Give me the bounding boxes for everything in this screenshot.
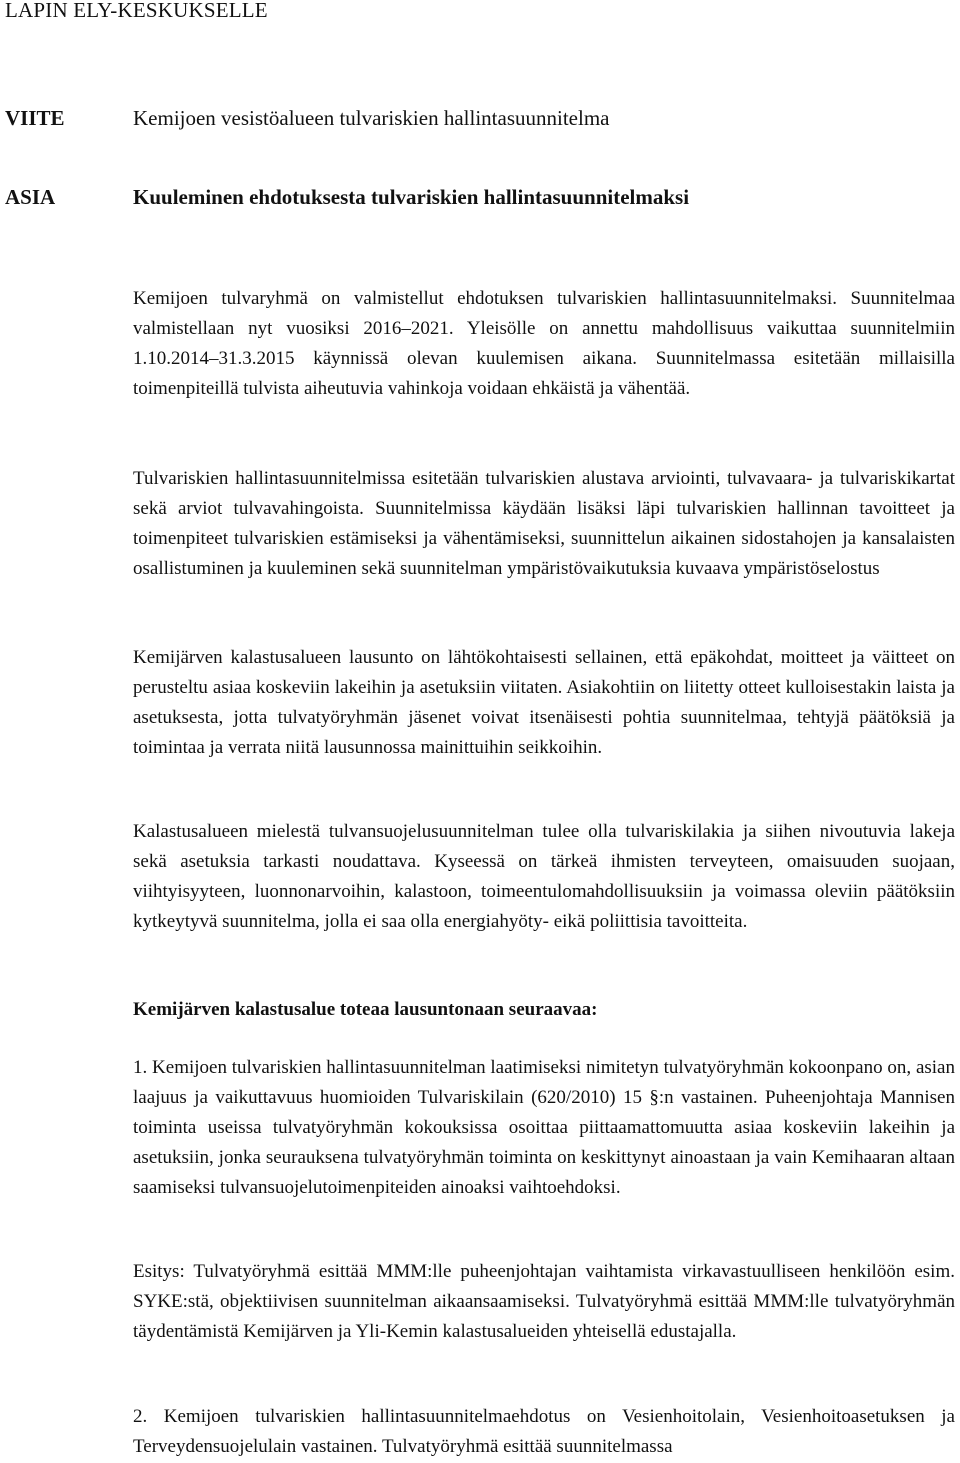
- paragraph-text: Tulvariskien hallintasuunnitelmissa esitetään tulvariskien alustava arviointi, tulvavaara- ja tulvariskikartat sekä arviot tulvavahingoista. Suunnitelmissa käydään lisäksi läpi tulvariskien hallinnan tavoitteet ja toimenpiteet tulvariskien estämiseksi ja vähentämiseksi, suunnittelun aikainen sidostahojen ja kansalaisten osallistuminen ja kuuleminen sekä suunnitelman ympäristövaikutuksia kuvaava ympäristöselostus: [133, 468, 955, 580]
- paragraph-intro: [133, 284, 955, 404]
- paragraph-text: Esitys: Tulvatyöryhmä esittää MMM:lle puheenjohtajan vaihtamista virkavastuulliseen henkilöön esim. SYKE:stä, objektiivisen suunnitelman aikaansaamiseksi. Tulvatyöryhmä esittää MMM:lle tulvatyöryhmän täydentämistä Kemijärven ja Yli-Kemin kalastusalueiden yhteisellä edustajalla.: [133, 1261, 955, 1343]
- statement-heading: Kemijärven kalastusalue toteaa lausuntonaan seuraavaa:: [133, 999, 598, 1020]
- reference-row: [5, 102, 955, 134]
- recipient-heading: LAPIN ELY-KESKUKSELLE: [5, 0, 268, 22]
- subject-label: ASIA: [5, 185, 56, 209]
- paragraph-text: 2. Kemijoen tulvariskien hallintasuunnitelmaehdotus on Vesienhoitolain, Vesienhoitoasetuksen ja Terveydensuojelulain vastainen. Tulvatyöryhmä esittää suunnitelmassa: [133, 1406, 955, 1458]
- paragraph-statement-basis: [133, 643, 955, 763]
- subject-row: [5, 181, 955, 213]
- point-1: [133, 1053, 955, 1203]
- point-2: [133, 1402, 955, 1462]
- proposal-1: [133, 1257, 955, 1347]
- reference-value: Kemijoen vesistöalueen tulvariskien hallintasuunnitelma: [133, 106, 610, 130]
- paragraph-text: Kemijärven kalastusalueen lausunto on lähtökohtaisesti sellainen, että epäkohdat, moitteet ja väitteet on perusteltu asiaa koskeviin lakeihin ja asetuksiin viitaten. Asiakohtiin on liitetty otteet kulloisestakin laista ja asetuksesta, jotta tulvatyöryhmän jäsenet voivat itsenäisesti pohtia suunnitelmaa, tehtyjä päätöksiä ja toimintaa ja verrata niitä lausunnossa mainittuihin seikkoihin.: [133, 647, 955, 759]
- paragraph-text: 1. Kemijoen tulvariskien hallintasuunnitelman laatimiseksi nimitetyn tulvatyöryhmän kokoonpano on, asian laajuus ja vaikuttavuus huomioiden Tulvariskilain (620/2010) 15 §:n vastainen. Puheenjohtaja Mannisen toiminta useissa tulvatyöryhmän kokouksissa osoittaa piittaamattomuutta asiaa koskeviin lakeihin ja asetuksiin, jonka seurauksena tulvatyöryhmän toiminta on keskittynyt ainoastaan ja vain Kemihaaran altaan saamiseksi tulvansuojelutoimenpiteiden ainoaksi vaihtoehdoksi.: [133, 1057, 955, 1199]
- subject-value: Kuuleminen ehdotuksesta tulvariskien hallintasuunnitelmaksi: [133, 185, 690, 209]
- paragraph-plan-content: [133, 464, 955, 584]
- reference-label: VIITE: [5, 106, 65, 130]
- paragraph-text: Kalastusalueen mielestä tulvansuojelusuunnitelman tulee olla tulvariskilakia ja siihen nivoutuvia lakeja sekä asetuksia tarkasti noudattava. Kyseessä on tärkeä ihmisten terveyteen, omaisuuden suojaan, viihtyisyyteen, luonnonarvoihin, kalastoon, toimeentulomahdollisuuksiin ja voimassa oleviin päätöksiin kytkeytyvä suunnitelma, jolla ei saa olla energiahyöty- eikä poliittisia tavoitteita.: [133, 821, 955, 933]
- paragraph-text: Kemijoen tulvaryhmä on valmistellut ehdotuksen tulvariskien hallintasuunnitelmaksi. Suunnitelmaa valmistellaan nyt vuosiksi 2016–2021. Yleisölle on annettu mahdollisuus vaikuttaa suunnitelmiin 1.10.2014–31.3.2015 käynnissä olevan kuulemisen aikana. Suunnitelmassa esitetään millaisilla toimenpiteillä tulvista aiheutuvia vahinkoja voidaan ehkäistä ja vähentää.: [133, 288, 955, 400]
- paragraph-requirements: [133, 817, 955, 937]
